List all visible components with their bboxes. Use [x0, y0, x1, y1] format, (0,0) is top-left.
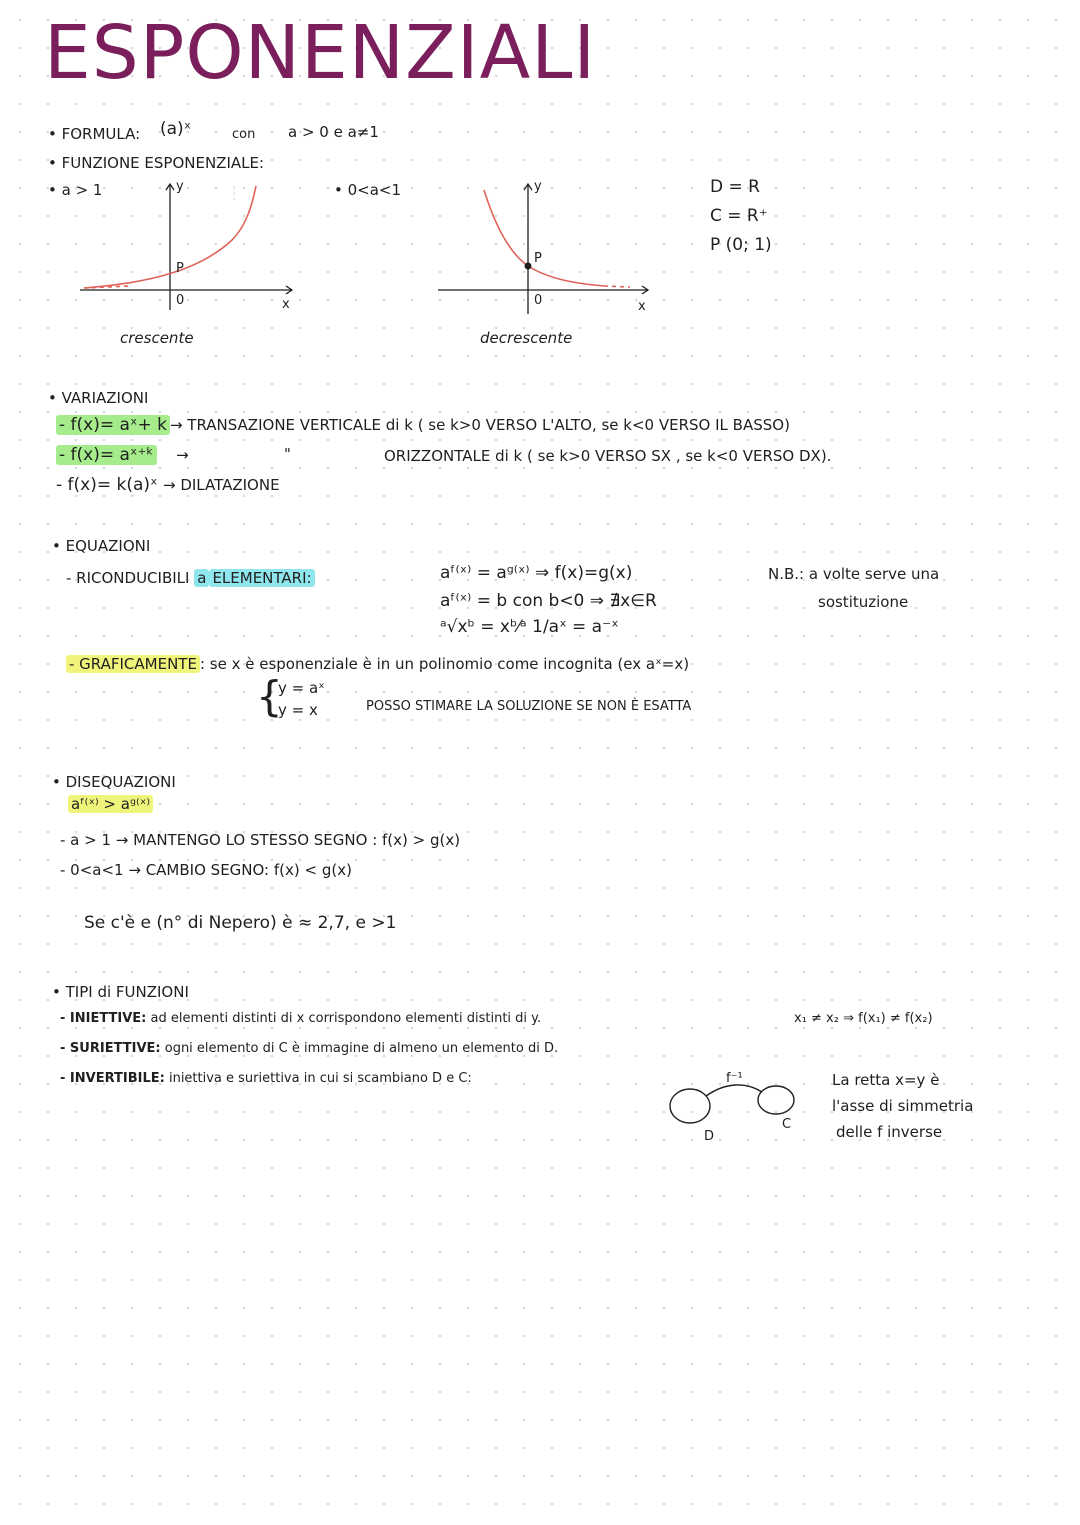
formula-con: con	[232, 127, 256, 142]
case-a-between-0-1: • 0<a<1	[334, 181, 402, 199]
variazione-2-arrow: →	[176, 446, 189, 464]
variazione-2-ditto: "	[284, 445, 291, 463]
stima-text: POSSO STIMARE LA SOLUZIONE SE NON È ESATTA	[366, 699, 692, 714]
invertibile-text: iniettiva e suriettiva in cui si scambiano D e C:	[168, 1071, 472, 1086]
eq-line-2: aᶠ⁽ˣ⁾ = b con b<0 ⇒ ∄x∈R	[440, 591, 657, 611]
iniettive-text: ad elementi distinti di x corrispondono elementi distinti di y.	[150, 1011, 542, 1026]
formula-condition: a > 0 e a≠1	[288, 123, 379, 141]
symmetry-note-1: La retta x=y è	[832, 1071, 940, 1089]
axis-y-2: y	[534, 179, 542, 194]
variazione-1-text: → TRANSAZIONE VERTICALE di k ( se k>0 VERSO L'ALTO, se k<0 VERSO IL BASSO)	[169, 416, 790, 434]
label-decrescente: decrescente	[480, 329, 573, 347]
point-p-2: P	[534, 251, 542, 266]
variazione-2-eq: - f(x)= aˣ⁺ᵏ	[56, 445, 157, 465]
point-p-coordinates: P (0; 1)	[710, 235, 772, 255]
system-brace: {	[256, 672, 283, 721]
graficamente: - GRAFICAMENTE	[66, 655, 200, 673]
eq-line-1: aᶠ⁽ˣ⁾ = aᵍ⁽ˣ⁾ ⇒ f(x)=g(x)	[440, 563, 633, 583]
variazione-row-2	[56, 446, 189, 466]
symmetry-note-3: delle f inverse	[836, 1123, 943, 1141]
suriettive-row	[60, 1042, 558, 1057]
nb-line-1: N.B.: a volte serve una	[768, 565, 940, 583]
origin-2: 0	[534, 293, 543, 308]
nb-line-2: sostituzione	[818, 593, 909, 611]
origin-1: 0	[176, 293, 185, 308]
tipi-label: • TIPI di FUNZIONI	[52, 983, 189, 1001]
point-p-1: P	[176, 261, 184, 276]
funzione-label: • FUNZIONE ESPONENZIALE:	[48, 154, 265, 172]
iniettive-label: - INIETTIVE:	[60, 1011, 147, 1026]
domain: D = R	[710, 177, 760, 197]
invertibile-row	[60, 1072, 472, 1087]
variazione-3-text: → DILATAZIONE	[162, 476, 280, 494]
eq-line-3: ᵃ√xᵇ = xᵇ⁄ᵃ 1/aˣ = a⁻ˣ	[440, 617, 619, 637]
iniettive-formula: x₁ ≠ x₂ ⇒ f(x₁) ≠ f(x₂)	[794, 1011, 933, 1026]
riconducibili-a: a	[194, 569, 209, 587]
formula-expr: (a)ˣ	[160, 119, 192, 139]
diseq-line-1: - a > 1 → MANTENGO LO STESSO SEGNO : f(x) > g(x)	[60, 831, 461, 849]
formula-label: • FORMULA:	[48, 125, 141, 143]
page-title: ESPONENZIALI	[44, 10, 597, 96]
equazioni-label: • EQUAZIONI	[52, 537, 151, 555]
axis-x-1: x	[282, 297, 290, 312]
suriettive-text: ogni elemento di C è immagine di almeno un elemento di D.	[164, 1041, 559, 1056]
variazione-row-1	[56, 416, 790, 436]
system-eq-2: y = x	[278, 701, 318, 719]
set-d-label: D	[704, 1129, 715, 1144]
variazioni-label: • VARIAZIONI	[48, 389, 149, 407]
set-c-label: C	[782, 1117, 792, 1132]
system-eq-1: y = aˣ	[278, 679, 325, 697]
variazione-3-eq: - f(x)= k(a)ˣ	[56, 475, 158, 495]
disequazione-ineq: aᶠ⁽ˣ⁾ > aᵍ⁽ˣ⁾	[68, 795, 153, 813]
variazione-2-text: ORIZZONTALE di k ( se k>0 VERSO SX , se k<0 VERSO DX).	[384, 447, 832, 465]
axis-x-2: x	[638, 299, 646, 314]
f-inverse-label: f⁻¹	[726, 1071, 743, 1086]
nepero-text: Se c'è e (n° di Nepero) è ≈ 2,7, e >1	[84, 913, 397, 933]
elementari: ELEMENTARI:	[209, 569, 314, 587]
invertibile-label: - INVERTIBILE:	[60, 1071, 165, 1086]
diseq-line-2: - 0<a<1 → CAMBIO SEGNO: f(x) < g(x)	[60, 861, 352, 879]
variazione-1-eq: - f(x)= aˣ+ k	[56, 415, 170, 435]
axis-y-1: y	[176, 179, 184, 194]
iniettive-row	[60, 1012, 541, 1027]
graficamente-text: : se x è esponenziale è in un polinomio come incognita (ex aˣ=x)	[199, 655, 690, 673]
equazioni-ric-row	[66, 570, 315, 587]
symmetry-note-2: l'asse di simmetria	[832, 1097, 974, 1115]
disequazioni-label: • DISEQUAZIONI	[52, 773, 176, 791]
disequazione-row	[68, 796, 153, 813]
variazione-row-3	[56, 476, 280, 496]
riconducibili: - RICONDUCIBILI	[66, 569, 190, 587]
suriettive-label: - SURIETTIVE:	[60, 1041, 161, 1056]
label-crescente: crescente	[120, 329, 194, 347]
case-a-greater-1: • a > 1	[48, 181, 103, 199]
codomain: C = R⁺	[710, 206, 768, 226]
graficamente-row	[66, 656, 689, 673]
